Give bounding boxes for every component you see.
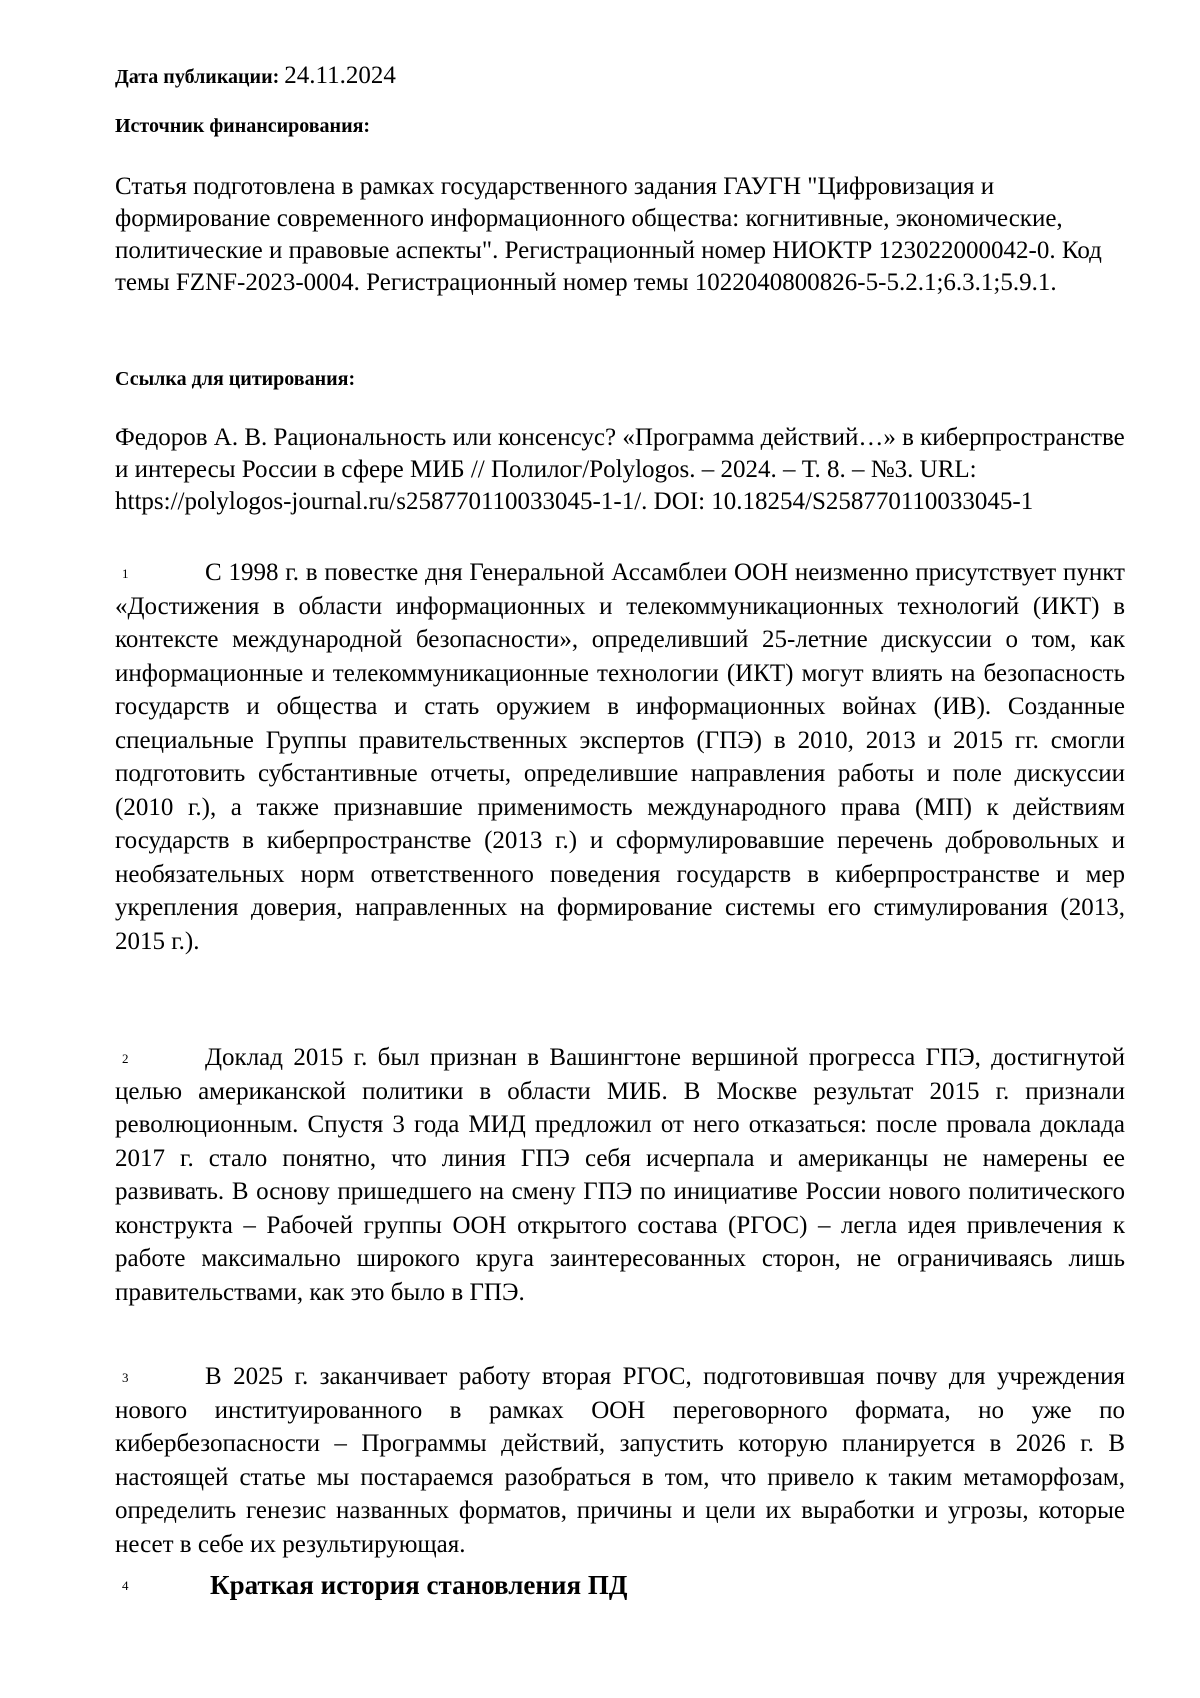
paragraph-text: Доклад 2015 г. был признан в Вашингтоне вершиной прогресса ГПЭ, достигнутой целью американской политики в области МИБ. В Москве результат 2015 г. признали революционным. Спустя 3 года МИД предложил от него отказаться: после провала доклада 2017 г. стало понятно, что линия ГПЭ себя исчерпала и американцы не намерены ее развивать. В основу пришедшего на смену ГПЭ по инициативе России нового политического конструкта – Рабочей группы ООН открытого состава (РГОС) – легла идея привлечения к работе максимально широкого круга заинтересованных сторон, не ограничиваясь лишь правительствами, как это было в ГПЭ. — [115, 1044, 1125, 1306]
funding-label: Источник финансирования: — [115, 115, 371, 137]
paragraph-number: 3 — [122, 1370, 129, 1385]
paragraph-number: 2 — [122, 1051, 129, 1066]
paragraph-1 — [115, 556, 1125, 958]
section-number: 4 — [122, 1578, 129, 1593]
citation-text: Федоров А. В. Рациональность или консенсус? «Программа действий…» в киберпространстве и интересы России в сфере МИБ // Полилог/Polylogos. – 2024. – Т. 8. – №3. URL: https://polylogos-journal.ru/s258770110033045-1-1/. DOI: 10.18254/S258770110033045-1 — [115, 424, 1125, 515]
paragraph-text: С 1998 г. в повестке дня Генеральной Ассамблеи ООН неизменно присутствует пункт «Достижения в области информационных и телекоммуникационных технологий (ИКТ) в контексте международной безопасности», определивший 25-летние дискуссии о том, как информационные и телекоммуникационные технологии (ИКТ) могут влиять на безопасность государств и общества и стать оружием в информационных войнах (ИВ). Созданные специальные Группы правительственных экспертов (ГПЭ) в 2010, 2013 и 2015 гг. смогли подготовить субстантивные отчеты, определившие направления работы и поле дискуссии (2010 г.), а также признавшие применимость международного права (МП) к действиям государств в киберпространстве (2013 г.) и сформулировавшие перечень добровольных и необязательных норм ответственного поведения государств в киберпространстве и мер укрепления доверия, направленных на формирование системы его стимулирования (2013, 2015 г.). — [115, 559, 1125, 955]
publication-date-value: 24.11.2024 — [284, 62, 396, 89]
publication-date-row — [115, 61, 396, 92]
paragraph-number: 1 — [122, 566, 129, 581]
paragraph-2 — [115, 1041, 1125, 1309]
paragraph-text: В 2025 г. заканчивает работу вторая РГОС, подготовившая почву для учреждения нового институированного в рамках ООН переговорного формата, но уже по кибербезопасности – Программы действий, запустить которую планируется в 2026 г. В настоящей статье мы постараемся разобраться в том, что привело к таким метаморфозам, определить генезис названных форматов, причины и цели их выработки и угрозы, которые несет в себе их результирующая. — [115, 1363, 1125, 1558]
paragraph-3 — [115, 1360, 1125, 1561]
citation-label: Ссылка для цитирования: — [115, 368, 356, 390]
section-heading: Краткая история становления ПД — [210, 1570, 628, 1600]
funding-text: Статья подготовлена в рамках государственного задания ГАУГН "Цифровизация и формирование современного информационного общества: когнитивные, экономические, политические и правовые аспекты". Регистрационный номер НИОКТР 123022000042-0. Код темы FZNF-2023-0004. Регистрационный номер темы 1022040800826-5-5.2.1;6.3.1;5.9.1. — [115, 173, 1102, 296]
publication-date-label: Дата публикации: — [115, 66, 280, 88]
